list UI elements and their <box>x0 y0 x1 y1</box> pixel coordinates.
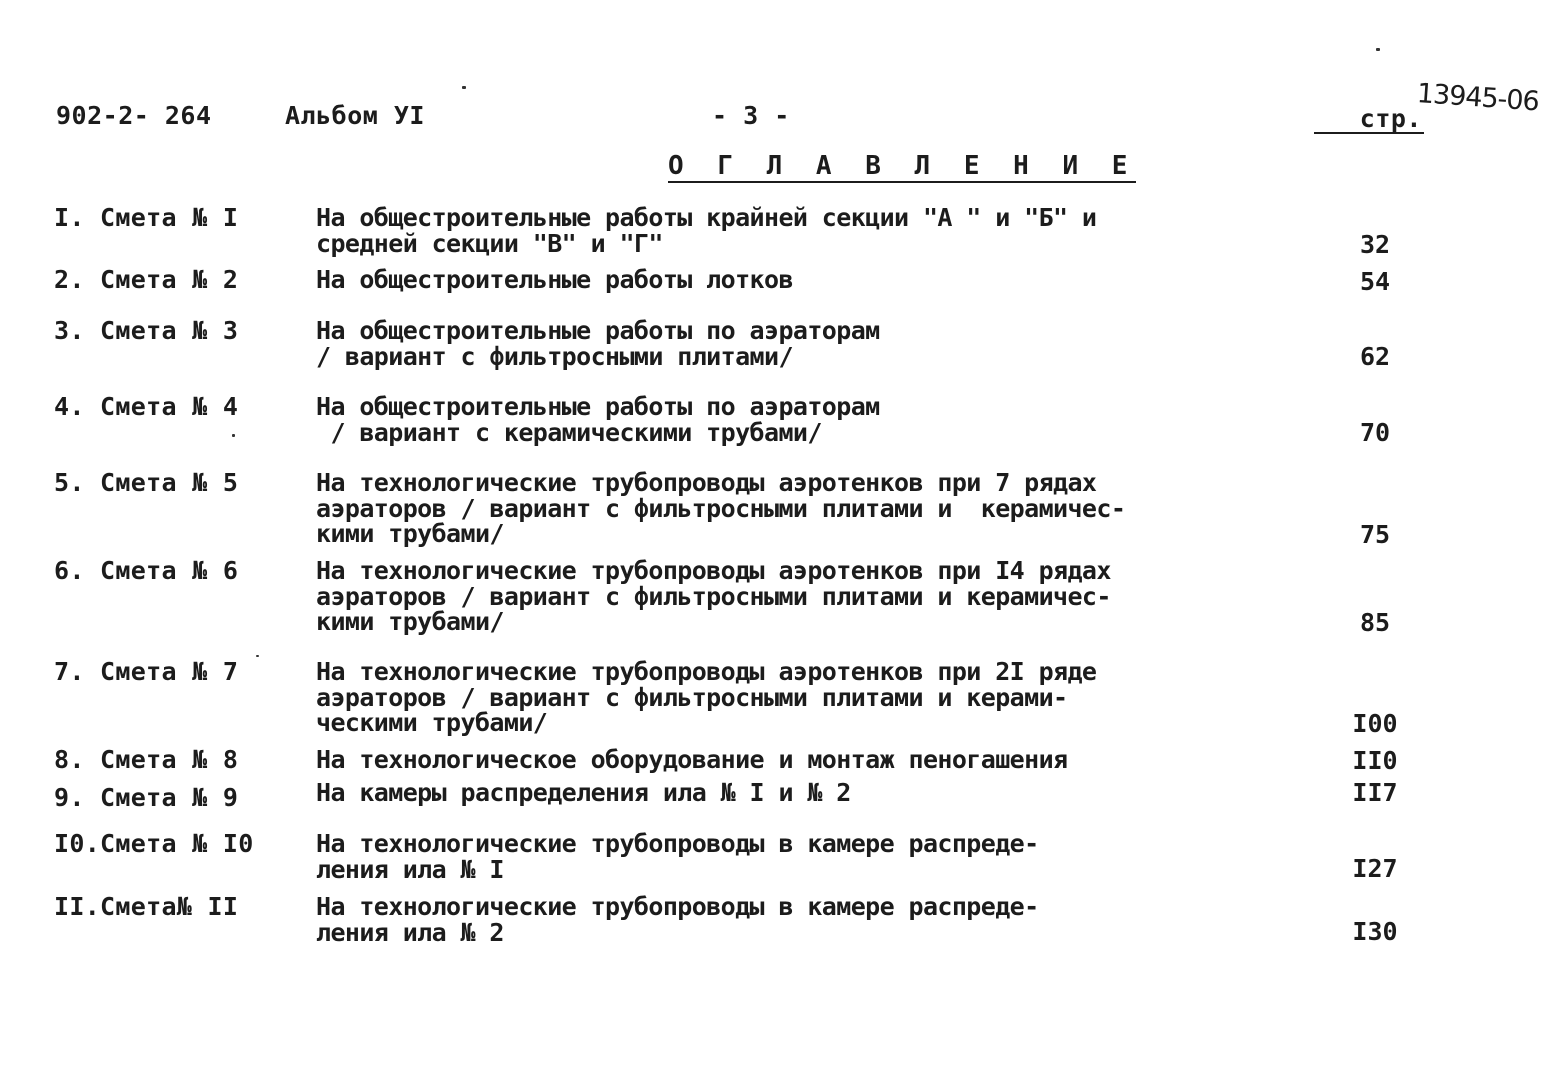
entry-description <box>316 205 1096 256</box>
document-code: 902-2- 264 <box>56 101 212 130</box>
description-line: На технологические трубопроводы в камере распреде- <box>316 829 1039 858</box>
description-line: ческими трубами/ <box>316 708 548 737</box>
page-reference: I27 <box>1352 854 1398 883</box>
estimate-number: I. Смета № I <box>54 203 239 232</box>
scan-speck <box>1376 48 1380 51</box>
page-reference: 54 <box>1359 267 1391 296</box>
description-line: На технологическое оборудование и монтаж пеногашения <box>316 745 1068 774</box>
description-line: ления ила № I <box>316 854 504 884</box>
entry-description <box>316 780 851 806</box>
estimate-number: 2. Смета № 2 <box>54 265 239 294</box>
scan-speck <box>232 434 235 437</box>
page-reference: 70 <box>1359 418 1391 447</box>
description-line: На камеры распределения ила № I и № 2 <box>316 778 851 807</box>
contents-heading: О Г Л А В Л Е Н И Е <box>668 151 1137 181</box>
description-line: кими трубами/ <box>316 607 504 636</box>
page-reference: II0 <box>1352 746 1398 775</box>
entry-description <box>316 470 1125 547</box>
estimate-number: 7. Смета № 7 <box>54 657 239 686</box>
page-reference: II7 <box>1352 778 1398 807</box>
estimate-number: 3. Смета № 3 <box>54 316 239 345</box>
estimate-number: II.Смета№ II <box>54 892 239 921</box>
entry-description <box>316 558 1111 635</box>
page-number: - 3 - <box>712 101 790 130</box>
entry-description <box>316 659 1096 736</box>
description-line: средней секции "В" и "Г" <box>316 228 663 258</box>
description-line: На технологические трубопроводы аэротенков при 2I ряде <box>316 657 1097 686</box>
description-line: / вариант с фильтросными плитами/ <box>316 341 793 371</box>
description-line: На общестроительные работы по аэраторам <box>316 316 880 345</box>
description-line: кими трубами/ <box>316 519 504 548</box>
description-line: аэраторов / вариант с фильтросными плитами и керамичес- <box>316 581 1111 611</box>
estimate-number: 6. Смета № 6 <box>54 556 239 585</box>
page-reference: I30 <box>1352 917 1398 946</box>
estimate-number: 4. Смета № 4 <box>54 392 239 421</box>
estimate-number: 5. Смета № 5 <box>54 468 239 497</box>
description-line: На технологические трубопроводы аэротенков при 7 рядах <box>316 468 1097 497</box>
entry-description <box>316 318 880 369</box>
estimate-number: 9. Смета № 9 <box>54 783 239 812</box>
scan-speck <box>256 655 259 657</box>
album-label: Альбом УI <box>285 101 425 130</box>
entry-description <box>316 831 1039 882</box>
page-reference: 32 <box>1359 230 1391 259</box>
entry-description <box>316 747 1067 773</box>
estimate-number: 8. Смета № 8 <box>54 745 239 774</box>
description-line: аэраторов / вариант с фильтросными плитами и керами- <box>316 682 1068 712</box>
page-reference: 62 <box>1359 342 1391 371</box>
description-line: На технологические трубопроводы в камере распреде- <box>316 892 1039 921</box>
page-reference: 75 <box>1359 520 1391 549</box>
description-line: На общестроительные работы по аэраторам <box>316 392 880 421</box>
description-line: ления ила № 2 <box>316 917 504 947</box>
description-line: На технологические трубопроводы аэротенков при I4 рядах <box>316 556 1111 585</box>
entry-description <box>316 894 1039 945</box>
page-reference: I00 <box>1352 709 1398 738</box>
page-column-label: стр. <box>1314 106 1424 134</box>
description-line: / вариант с керамическими трубами/ <box>316 417 822 447</box>
description-line: На общестроительные работы лотков <box>316 265 793 294</box>
description-line: На общестроительные работы крайней секции "А " и "Б" и <box>316 203 1097 232</box>
scan-speck <box>462 86 466 89</box>
estimate-number: I0.Смета № I0 <box>54 829 254 858</box>
entry-description <box>316 394 880 445</box>
handwritten-stamp: 13945-06 <box>1415 78 1540 118</box>
entry-description <box>316 267 793 293</box>
description-line: аэраторов / вариант с фильтросными плитами и керамичес- <box>316 493 1126 523</box>
page-reference: 85 <box>1359 608 1391 637</box>
